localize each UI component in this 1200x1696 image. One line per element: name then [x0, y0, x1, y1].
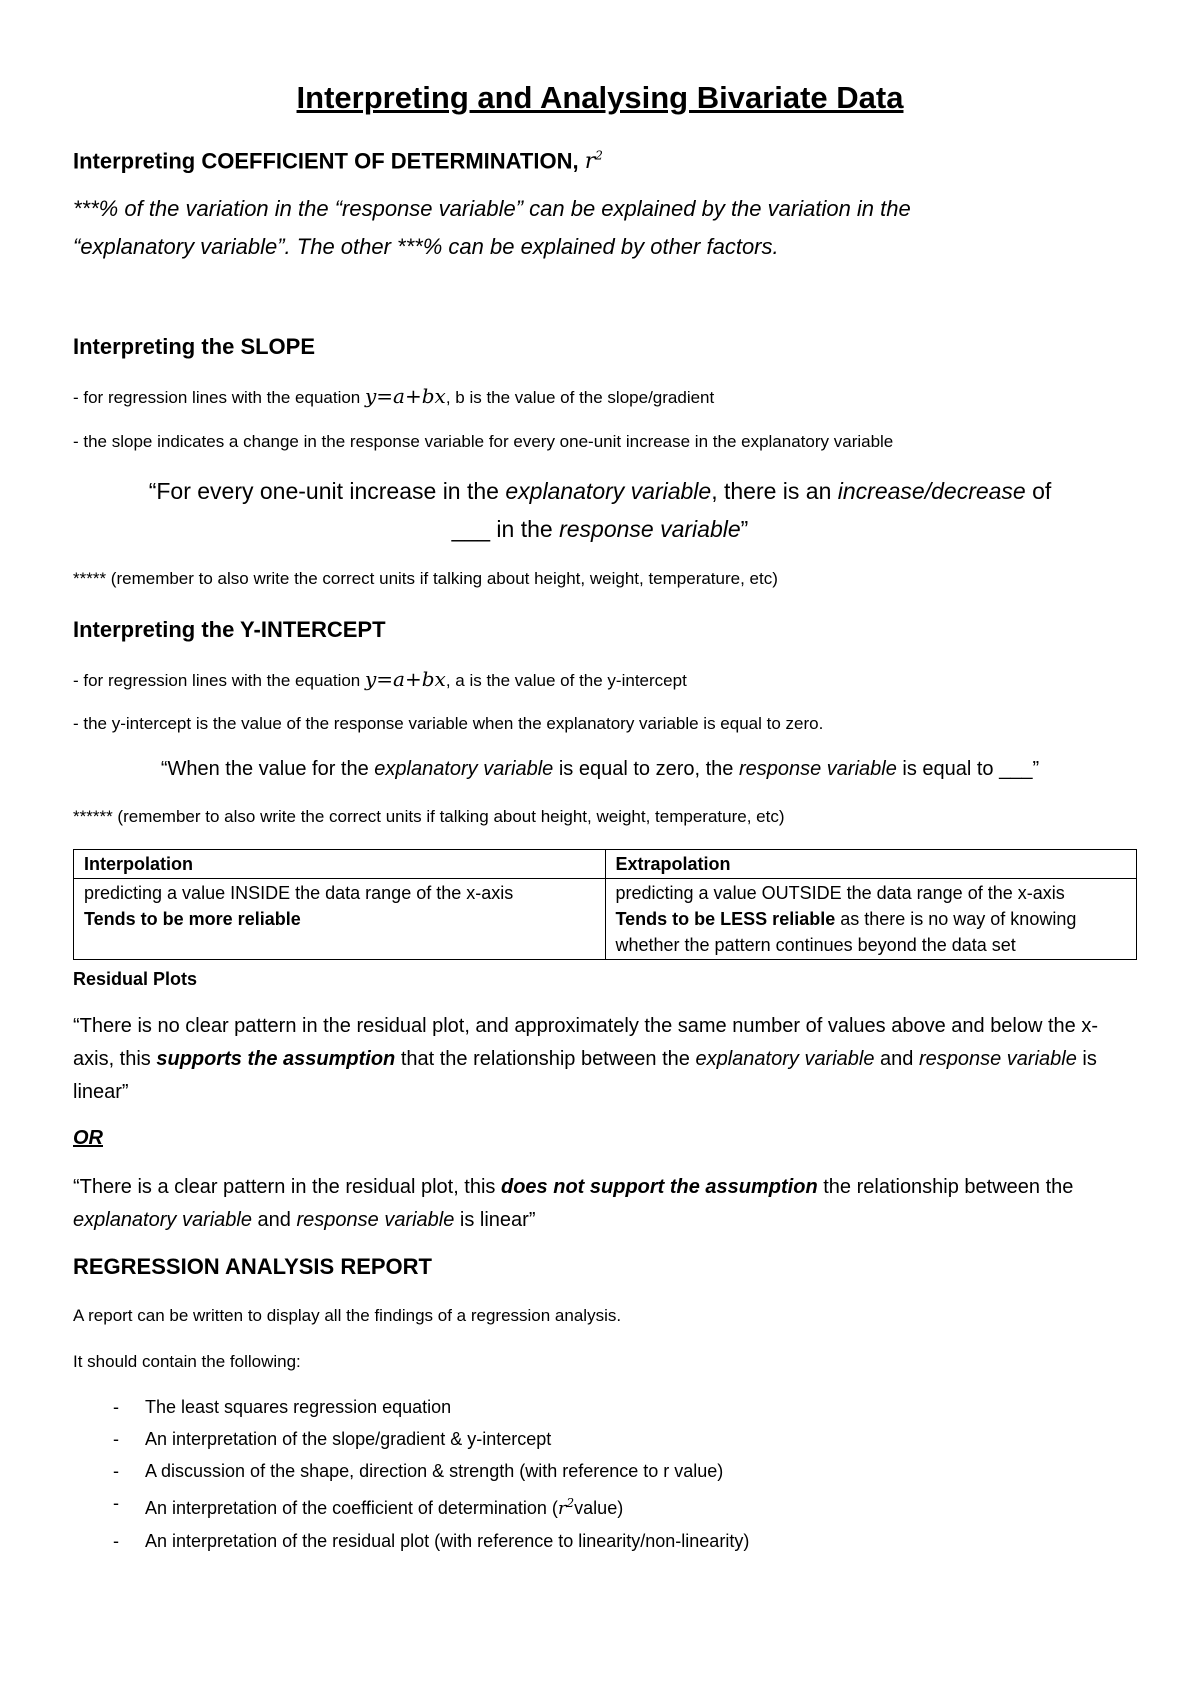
report-contain: It should contain the following:: [73, 1352, 301, 1371]
yint-line-2: - the y-intercept is the value of the response variable when the explanatory variable is equal to zero.: [73, 714, 824, 733]
yint-heading: Interpreting the Y-INTERCEPT: [73, 617, 386, 642]
bullet-dash: -: [113, 1461, 119, 1481]
slope-line-2: - the slope indicates a change in the response variable for every one-unit increase in the explanatory variable: [73, 432, 894, 451]
yint-line-1-post: , a is the value of the y-intercept: [445, 671, 687, 690]
yint-equation: y=a+bx: [365, 667, 446, 691]
slope-heading: Interpreting the SLOPE: [73, 334, 316, 359]
slope-line-1: [73, 384, 714, 410]
or-label: OR: [73, 1127, 103, 1149]
slope-quote: “For every one-unit increase in the explanatory variable, there is an increase/decrease of ___ in the response variable”: [148, 478, 1052, 542]
cod-line-2: “explanatory variable”. The other ***% can be explained by other factors.: [73, 234, 779, 259]
residual-quote-1: “There is no clear pattern in the residual plot, and approximately the same number of values above and below the x-axis, this supports the assumption that the relationship between the explanatory variable and response variable is linear”: [73, 1015, 1099, 1103]
cod-heading: [73, 141, 603, 177]
extrapolation-cell: predicting a value OUTSIDE the data range of the x-axis Tends to be LESS reliable as there is no way of knowing whether the pattern continues beyond the data set: [605, 879, 1137, 960]
list-item: - An interpretation of the residual plot (with reference to linearity/non-linearity): [73, 1525, 749, 1557]
bullet-dash: -: [113, 1429, 119, 1449]
page-title: Interpreting and Analysing Bivariate Data: [296, 80, 904, 115]
interpolation-header: Interpolation: [74, 850, 606, 879]
interpolation-cell: predicting a value INSIDE the data range of the x-axis Tends to be more reliable: [74, 879, 606, 960]
table-row: [74, 879, 1137, 960]
report-intro: A report can be written to display all the findings of a regression analysis.: [73, 1306, 622, 1325]
report-items-list: [73, 1391, 749, 1557]
report-heading: REGRESSION ANALYSIS REPORT: [73, 1254, 432, 1279]
bullet-dash: -: [113, 1493, 119, 1513]
slope-line-1-post: , b is the value of the slope/gradient: [445, 388, 715, 407]
yint-quote: “When the value for the explanatory variable is equal to zero, the response variable is equal to ___”: [160, 758, 1040, 780]
interpolation-extrapolation-table: [73, 849, 1137, 960]
list-item: - An interpretation of the slope/gradient & y-intercept: [73, 1423, 749, 1455]
residual-quote-2: “There is a clear pattern in the residual plot, this does not support the assumption the relationship between the explanatory variable and response variable is linear”: [73, 1176, 1074, 1231]
residual-heading: Residual Plots: [73, 969, 198, 989]
extrapolation-header: Extrapolation: [605, 850, 1137, 879]
yint-line-1: [73, 667, 687, 693]
cod-heading-text: Interpreting COEFFICIENT OF DETERMINATION,: [73, 148, 579, 174]
list-item: - An interpretation of the coefficient of determination $(r^2value)$: [73, 1487, 749, 1525]
r-squared-symbol: $r^2$: [584, 149, 603, 175]
bullet-dash: -: [113, 1531, 119, 1551]
yint-units-note: ****** (remember to also write the correct units if talking about height, weight, temperature, etc): [73, 807, 785, 826]
slope-units-note: ***** (remember to also write the correct units if talking about height, weight, temperature, etc): [73, 569, 778, 588]
list-item: - A discussion of the shape, direction & strength (with reference to r value): [73, 1455, 749, 1487]
slope-line-1-text: - for regression lines with the equation: [73, 388, 361, 407]
bullet-dash: -: [113, 1397, 119, 1417]
cod-interpretation: [73, 190, 911, 266]
slope-equation: y=a+bx: [365, 384, 446, 408]
yint-line-1-text: - for regression lines with the equation: [73, 671, 361, 690]
list-item: - The least squares regression equation: [73, 1391, 749, 1423]
table-header-row: [74, 850, 1137, 879]
cod-line-1: ***% of the variation in the “response variable” can be explained by the variation in the: [73, 196, 911, 221]
